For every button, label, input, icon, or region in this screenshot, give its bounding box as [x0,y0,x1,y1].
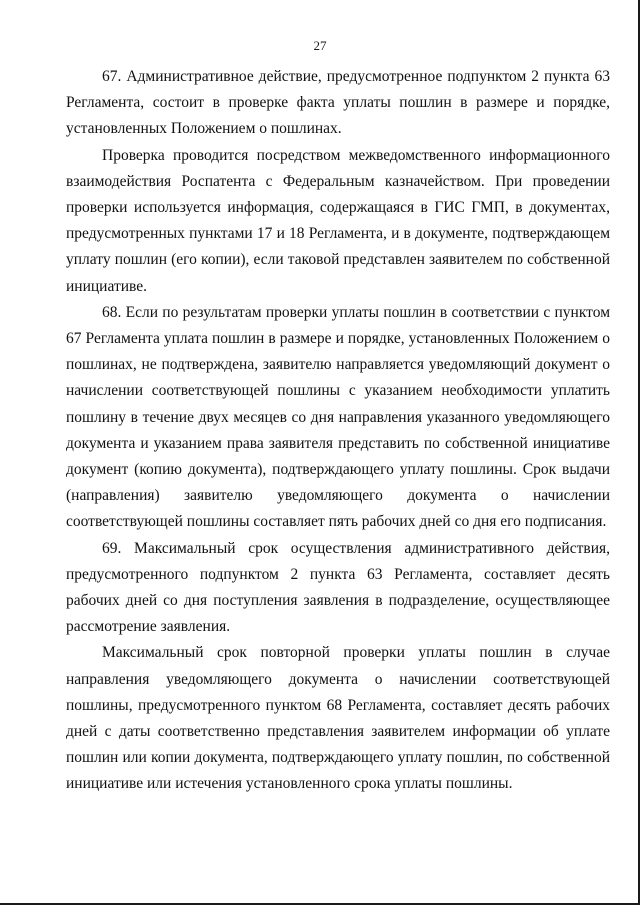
page-number: 27 [313,38,327,53]
paragraph-verification: Проверка проводится посредством межведомственного информационного взаимодействия Роспатента с Федеральным казначейством. При проведении проверки используется информация, содержащаяся в ГИС ГМП, в документах, предусмотренных пунктами 17 и 18 Регламента, и в документе, подтверждающем уплату пошлин (его копии), если таковой представлен заявителем по собственной инициативе. [66,146,610,295]
paragraph-69: 69. Максимальный срок осуществления административного действия, предусмотренного подпунктом 2 пункта 63 Регламента, составляет десять рабочих дней со дня поступления заявления в подразделение, осуществляющее рассмотрение заявления. [66,539,610,636]
document-body [66,64,610,798]
paragraph-68: 68. Если по результатам проверки уплаты пошлин в соответствии с пунктом 67 Регламента уплата пошлин в размере и порядке, установленных Положением о пошлинах, не подтверждена, заявителю направляется уведомляющий документ о начислении соответствующей пошлины с указанием необходимости уплатить пошлину в течение двух месяцев со дня направления указанного уведомляющего документа и указанием права заявителя представить по собственной инициативе документ (копию документа), подтверждающего уплату пошлины. Срок выдачи (направления) заявителю уведомляющего документа о начислении соответствующей пошлины составляет пять рабочих дней со дня его подписания. [66,303,610,531]
paragraph-67: 67. Административное действие, предусмотренное подпунктом 2 пункта 63 Регламента, состоит в проверке факта уплаты пошлин в размере и порядке, установленных Положением о пошлинах. [66,68,610,138]
paragraph-max-recheck: Максимальный срок повторной проверки уплаты пошлин в случае направления уведомляющего документа о начислении соответствующей пошлины, предусмотренного пунктом 68 Регламента, составляет десять рабочих дней с даты соответственно представления заявителем информации об уплате пошлин или копии документа, подтверждающего уплату пошлин, по собственной инициативе или истечения установленного срока уплаты пошлины. [66,644,610,793]
